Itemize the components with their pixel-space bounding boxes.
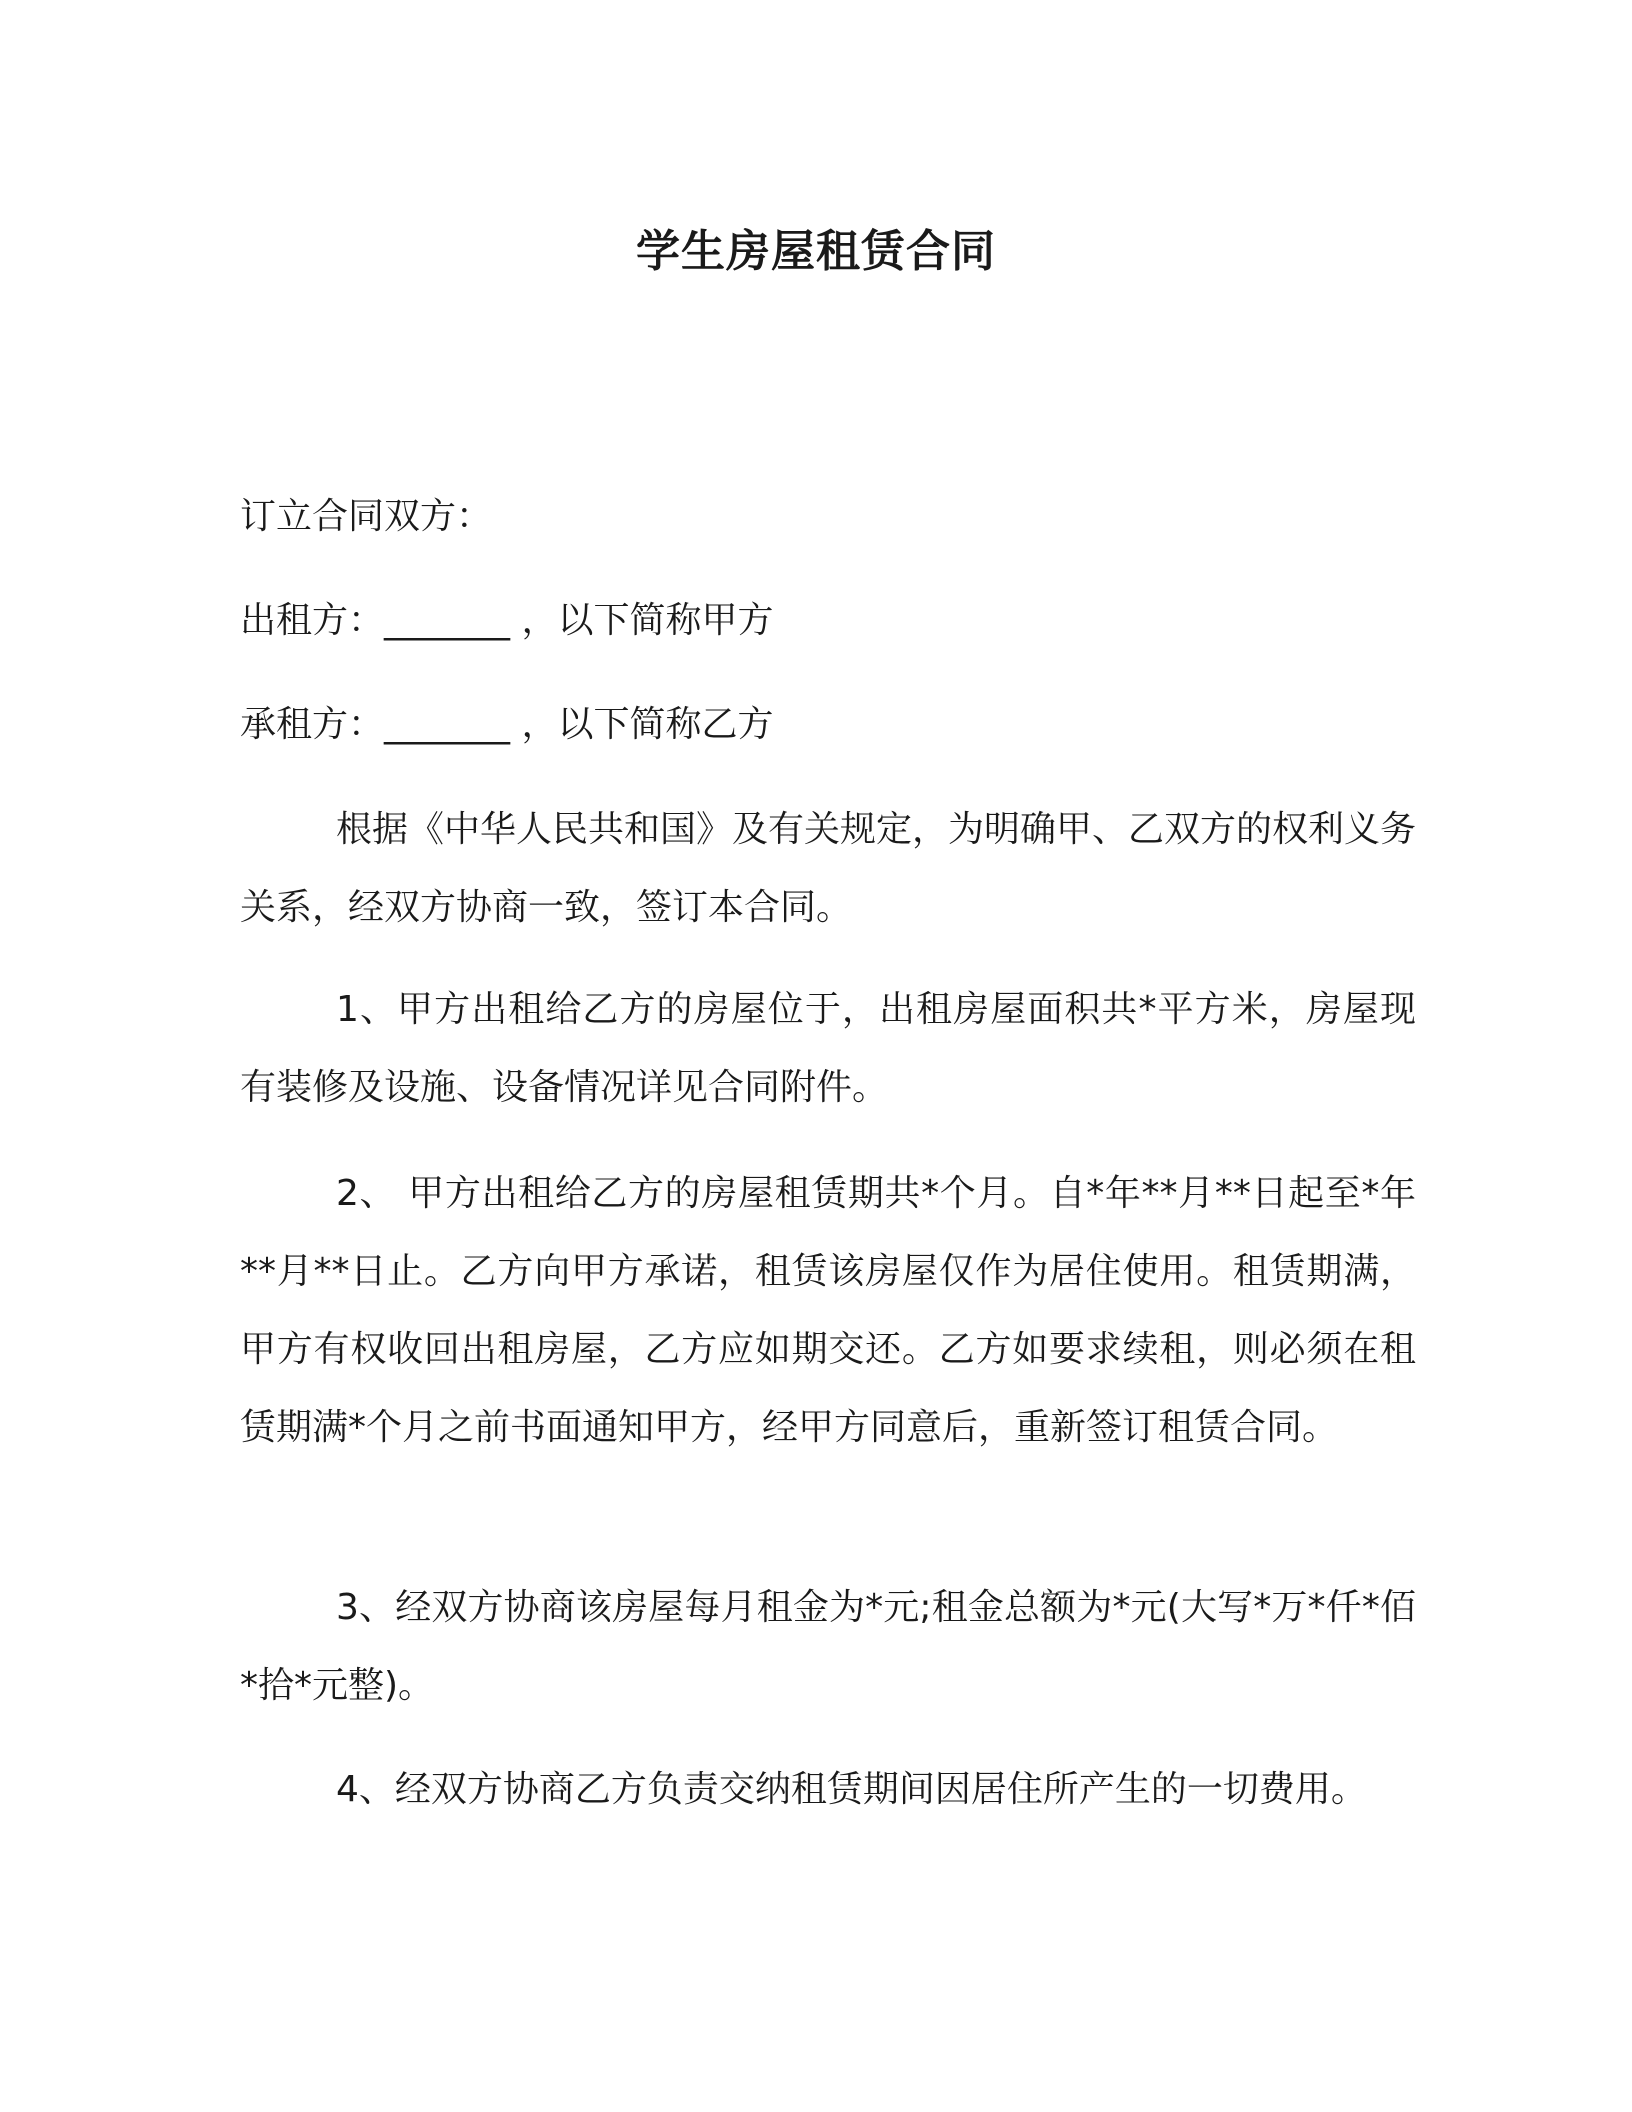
lessor-line: 出租方：_______ ，以下简称甲方 (240, 600, 774, 641)
parties-heading: 订立合同双方： (240, 496, 493, 537)
clause-1-paragraph: 1、甲方出租给乙方的房屋位于，出租房屋面积共*平方米，房屋现有装修及设施、设备情况详见合同附件。 (240, 989, 1416, 1108)
clause-4-paragraph: 4、经双方协商乙方负责交纳租赁期间因居住所产生的一切费用。 (336, 1769, 1367, 1810)
preamble-paragraph: 根据《中华人民共和国》及有关规定，为明确甲、乙双方的权利义务关系，经双方协商一致，签订本合同。 (240, 809, 1417, 928)
clause-2-paragraph: 2、 甲方出租给乙方的房屋租赁期共*个月。自*年**月**日起至*年**月**日止。乙方向甲方承诺，租赁该房屋仅作为居住使用。租赁期满，甲方有权收回出租房屋，乙方应如期交还。乙方如要求续租，则必须在租赁期满*个月之前书面通知甲方，经甲方同意后，重新签订租赁合同。 (240, 1173, 1416, 1448)
clause-3-paragraph: 3、经双方协商该房屋每月租金为*元;租金总额为*元(大写*万*仟*佰*拾*元整)。 (240, 1587, 1416, 1706)
lessee-line: 承租方：_______ ，以下简称乙方 (240, 704, 774, 745)
document-title: 学生房屋租赁合同 (636, 226, 996, 277)
